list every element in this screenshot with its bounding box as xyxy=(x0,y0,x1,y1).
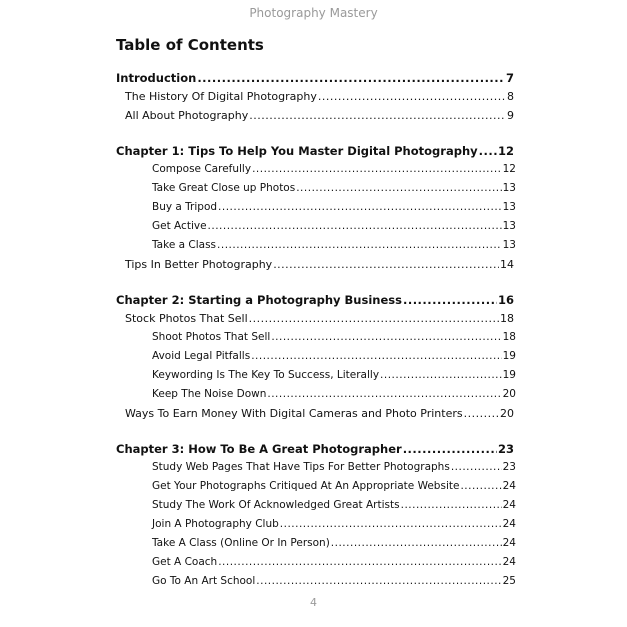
toc-entry-page: 24 xyxy=(502,480,516,492)
toc-entry-page: 13 xyxy=(502,220,516,232)
toc-entry-label: Join A Photography Club xyxy=(152,518,279,530)
toc-entry-photo-club[interactable] xyxy=(116,518,516,537)
toc-entry-tips-better[interactable] xyxy=(116,258,516,277)
leader-dots xyxy=(380,369,502,381)
toc-entry-page: 14 xyxy=(500,258,514,271)
toc-entry-label: The History Of Digital Photography xyxy=(125,90,317,103)
leader-dots xyxy=(464,407,499,420)
leader-dots xyxy=(218,556,501,568)
leader-dots xyxy=(249,312,499,325)
toc-entry-page: 18 xyxy=(500,312,514,325)
toc-entry-class-online[interactable] xyxy=(116,537,516,556)
leader-dots xyxy=(218,201,502,213)
toc-entry-label: Chapter 1: Tips To Help You Master Digital Photography xyxy=(116,144,478,158)
toc-title: Table of Contents xyxy=(116,36,264,54)
leader-dots xyxy=(271,331,501,343)
toc-entry-study-web-pages[interactable] xyxy=(116,461,516,480)
leader-dots xyxy=(331,537,502,549)
toc-entry-history[interactable] xyxy=(116,90,516,109)
leader-dots xyxy=(403,293,497,307)
toc-entry-label: Shoot Photos That Sell xyxy=(152,331,271,343)
toc-entry-page: 18 xyxy=(502,331,516,343)
leader-dots xyxy=(208,220,502,232)
leader-dots xyxy=(267,388,501,400)
toc-entry-earn-money[interactable] xyxy=(116,407,516,426)
toc-entry-label: Stock Photos That Sell xyxy=(125,312,248,325)
toc-entry-label: Chapter 2: Starting a Photography Business xyxy=(116,293,402,307)
toc-entry-page: 12 xyxy=(502,163,516,175)
toc-entry-shoot-photos[interactable] xyxy=(116,331,516,350)
toc-entry-noise-down[interactable] xyxy=(116,388,516,407)
toc-entry-stock-photos[interactable] xyxy=(116,312,516,331)
toc-entry-page: 9 xyxy=(507,109,514,122)
toc-entry-take-class[interactable] xyxy=(116,239,516,258)
toc-entry-page: 20 xyxy=(500,407,514,420)
leader-dots xyxy=(251,350,501,362)
toc-entry-label: Avoid Legal Pitfalls xyxy=(152,350,251,362)
toc-entry-label: Keywording Is The Key To Success, Literally xyxy=(152,369,380,381)
toc-entry-critiqued[interactable] xyxy=(116,480,516,499)
leader-dots xyxy=(273,258,499,271)
toc-entry-page: 23 xyxy=(502,461,516,473)
toc-entry-page: 8 xyxy=(507,90,514,103)
toc-entry-page: 7 xyxy=(505,71,514,85)
toc-entry-page: 25 xyxy=(502,575,516,587)
toc-entry-legal-pitfalls[interactable] xyxy=(116,350,516,369)
toc-entry-all-about[interactable] xyxy=(116,109,516,128)
leader-dots xyxy=(451,461,502,473)
leader-dots xyxy=(479,144,497,158)
toc-entry-label: Chapter 3: How To Be A Great Photographer xyxy=(116,442,402,456)
toc-entry-label: Go To An Art School xyxy=(152,575,256,587)
toc-entry-label: Keep The Noise Down xyxy=(152,388,267,400)
running-header: Photography Mastery xyxy=(249,6,378,20)
toc-entry-chapter-1[interactable] xyxy=(116,144,516,163)
toc-entry-label: Take a Class xyxy=(152,239,217,251)
leader-dots xyxy=(460,480,501,492)
toc-entry-great-artists[interactable] xyxy=(116,499,516,518)
table-of-contents xyxy=(116,71,516,594)
toc-entry-page: 24 xyxy=(502,556,516,568)
leader-dots xyxy=(296,182,501,194)
toc-entry-label: Study Web Pages That Have Tips For Better Photographs xyxy=(152,461,450,473)
toc-entry-label: Take Great Close up Photos xyxy=(152,182,296,194)
leader-dots xyxy=(197,71,505,85)
toc-entry-chapter-3[interactable] xyxy=(116,442,516,461)
toc-entry-page: 24 xyxy=(502,499,516,511)
toc-entry-page: 12 xyxy=(497,144,514,158)
toc-entry-label: Get Your Photographs Critiqued At An Appropriate Website xyxy=(152,480,460,492)
toc-entry-close-up[interactable] xyxy=(116,182,516,201)
toc-entry-label: All About Photography xyxy=(125,109,249,122)
toc-entry-label: Get A Coach xyxy=(152,556,218,568)
toc-entry-get-coach[interactable] xyxy=(116,556,516,575)
toc-entry-page: 23 xyxy=(497,442,514,456)
toc-entry-label: Tips In Better Photography xyxy=(125,258,273,271)
toc-entry-page: 19 xyxy=(502,350,516,362)
toc-entry-label: Get Active xyxy=(152,220,207,232)
toc-entry-page: 13 xyxy=(502,239,516,251)
toc-entry-page: 24 xyxy=(502,537,516,549)
toc-entry-tripod[interactable] xyxy=(116,201,516,220)
leader-dots xyxy=(403,442,497,456)
toc-entry-page: 19 xyxy=(502,369,516,381)
leader-dots xyxy=(318,90,506,103)
toc-entry-label: Introduction xyxy=(116,71,197,85)
toc-entry-art-school[interactable] xyxy=(116,575,516,594)
page-number: 4 xyxy=(310,596,317,609)
toc-entry-label: Ways To Earn Money With Digital Cameras and Photo Printers xyxy=(125,407,463,420)
leader-dots xyxy=(401,499,502,511)
toc-entry-label: Study The Work Of Acknowledged Great Artists xyxy=(152,499,400,511)
leader-dots xyxy=(256,575,501,587)
toc-entry-keywording[interactable] xyxy=(116,369,516,388)
toc-entry-get-active[interactable] xyxy=(116,220,516,239)
toc-entry-label: Compose Carefully xyxy=(152,163,252,175)
leader-dots xyxy=(280,518,502,530)
toc-entry-label: Buy a Tripod xyxy=(152,201,218,213)
toc-entry-compose[interactable] xyxy=(116,163,516,182)
toc-entry-page: 13 xyxy=(502,182,516,194)
leader-dots xyxy=(252,163,502,175)
toc-entry-page: 13 xyxy=(502,201,516,213)
leader-dots xyxy=(249,109,506,122)
leader-dots xyxy=(217,239,502,251)
toc-entry-page: 16 xyxy=(497,293,514,307)
toc-entry-chapter-2[interactable] xyxy=(116,293,516,312)
toc-entry-label: Take A Class (Online Or In Person) xyxy=(152,537,330,549)
toc-entry-page: 24 xyxy=(502,518,516,530)
toc-entry-page: 20 xyxy=(502,388,516,400)
toc-entry-introduction[interactable] xyxy=(116,71,516,90)
